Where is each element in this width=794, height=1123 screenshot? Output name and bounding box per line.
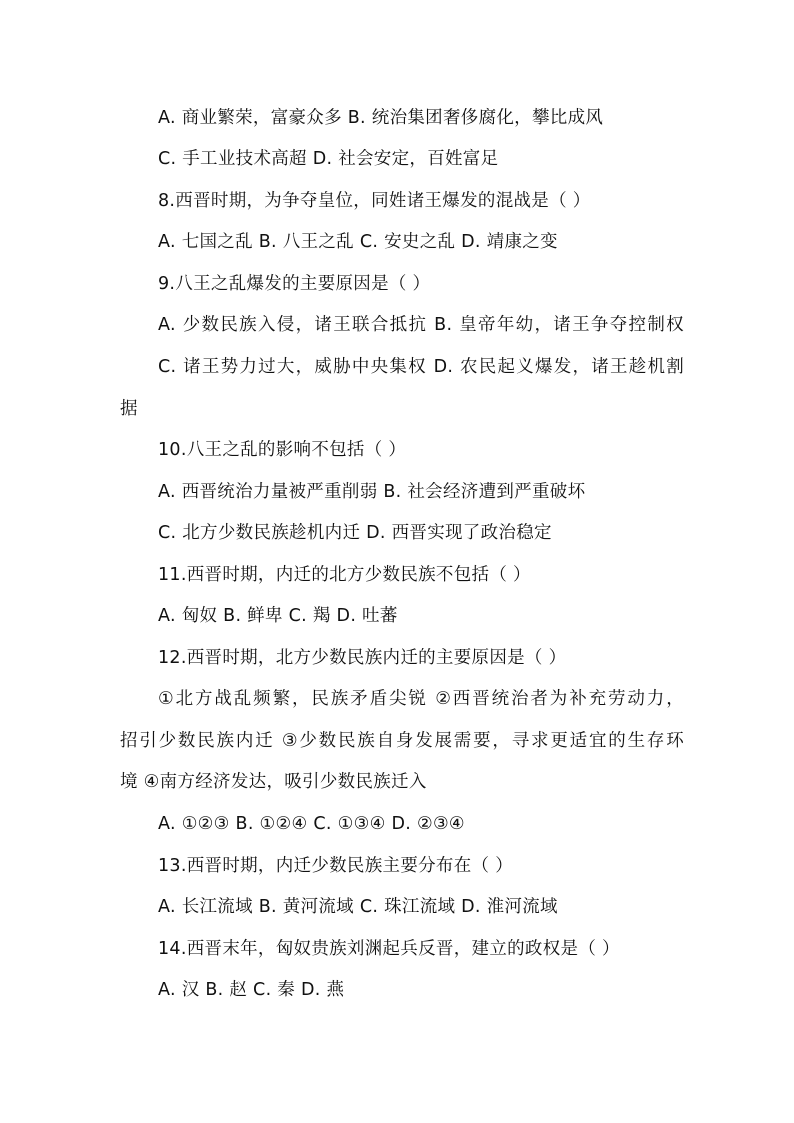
q9-options-ab: A. 少数民族入侵，诸王联合抵抗 B. 皇帝年幼，诸王争夺控制权	[158, 315, 684, 335]
q9-options-cd: C. 诸王势力过大，威胁中央集权 D. 农民起义爆发，诸王趁机割	[158, 357, 684, 377]
q12-options: A. ①②③ B. ①②④ C. ①③④ D. ②③④	[158, 814, 465, 834]
q10-options-ab: A. 西晋统治力量被严重削弱 B. 社会经济遭到严重破坏	[158, 482, 586, 502]
q9-options-cd-continued: 据	[120, 399, 138, 419]
q10-options-cd: C. 北方少数民族趁机内迁 D. 西晋实现了政治稳定	[158, 523, 552, 543]
q10-stem: 10.八王之乱的影响不包括（ ）	[158, 440, 407, 460]
q14-options: A. 汉 B. 赵 C. 秦 D. 燕	[158, 980, 345, 1000]
q9-stem: 9.八王之乱爆发的主要原因是（ ）	[158, 274, 431, 294]
q8-stem: 8.西晋时期，为争夺皇位，同姓诸王爆发的混战是（ ）	[158, 191, 591, 211]
q11-options: A. 匈奴 B. 鲜卑 C. 羯 D. 吐蕃	[158, 606, 398, 626]
q11-stem: 11.西晋时期，内迁的北方少数民族不包括（ ）	[158, 565, 531, 585]
q14-stem: 14.西晋末年，匈奴贵族刘渊起兵反晋，建立的政权是（ ）	[158, 939, 620, 959]
q12-statements-3: 境 ④南方经济发达，吸引少数民族迁入	[120, 772, 427, 792]
q12-statements-2: 招引少数民族内迁 ③少数民族自身发展需要，寻求更适宜的生存环	[120, 731, 684, 751]
q13-options: A. 长江流域 B. 黄河流域 C. 珠江流域 D. 淮河流域	[158, 897, 558, 917]
q12-stem: 12.西晋时期，北方少数民族内迁的主要原因是（ ）	[158, 648, 567, 668]
q8-options: A. 七国之乱 B. 八王之乱 C. 安史之乱 D. 靖康之变	[158, 232, 558, 252]
q13-stem: 13.西晋时期，内迁少数民族主要分布在（ ）	[158, 856, 513, 876]
q7-options-ab: A. 商业繁荣，富豪众多 B. 统治集团奢侈腐化，攀比成风	[158, 108, 604, 128]
q12-statements-1: ①北方战乱频繁，民族矛盾尖锐 ②西晋统治者为补充劳动力，	[158, 689, 684, 709]
q7-options-cd: C. 手工业技术高超 D. 社会安定，百姓富足	[158, 149, 499, 169]
